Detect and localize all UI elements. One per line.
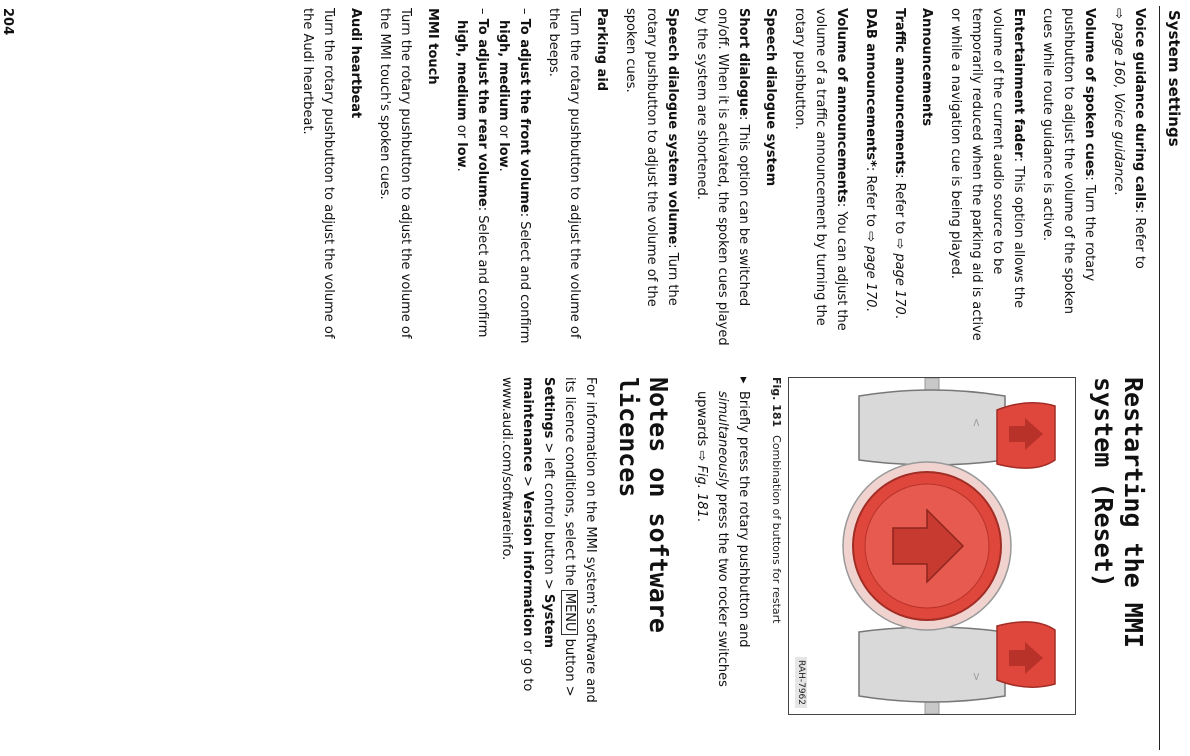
paragraph-spoken-cues-volume: Volume of spoken cues: Turn the rotary pushbutton to adjust the volume of the spoken cues while route guidance is active. — [1040, 8, 1097, 314]
paragraph-dab-announcements: DAB announcements*: Refer to ⇨ page 170. — [863, 8, 878, 312]
cross-reference[interactable]: ⇨ page 160, Voice guidance — [1111, 8, 1126, 192]
paragraph-voice-guidance-calls: Voice guidance during calls: Refer to ⇨ page 160, Voice guidance. — [1111, 8, 1147, 269]
figure-caption: Fig. 181Combination of buttons for restart — [770, 377, 783, 624]
cross-reference[interactable]: ⇨ page 170 — [863, 231, 878, 308]
cross-reference[interactable]: ⇨ page 170 — [892, 238, 907, 315]
right-column — [488, 377, 1154, 722]
right-rocker-housing — [859, 627, 1005, 702]
heading-mmi-touch: MMI touch — [425, 8, 440, 85]
svg-text:>: > — [970, 672, 983, 682]
left-column — [289, 8, 1150, 346]
heading-announcements: Announcements — [919, 8, 934, 127]
figure-restart-buttons — [788, 377, 1076, 715]
heading-audi-heartbeat: Audi heartbeat — [348, 8, 363, 119]
heading-parking-aid: Parking aid — [594, 8, 609, 92]
svg-text:<: < — [970, 418, 983, 428]
cross-reference[interactable]: ⇨ Fig. 181 — [694, 450, 709, 518]
paragraph-audi-heartbeat: Turn the rotary pushbutton to adjust the volume of the Audi heartbeat. — [300, 8, 336, 339]
paragraph-parking-aid: Turn the rotary pushbutton to adjust the volume of the beeps. — [546, 8, 582, 339]
paragraph-traffic-announcements: Traffic announcements: Refer to ⇨ page 170. — [892, 8, 907, 319]
step-restart: ▸ Briefly press the rotary pushbutton and simultaneously press the two rocker switches upwards ⇨ Fig. 181. — [691, 377, 754, 722]
paragraph-sds-volume: Speech dialogue system volume: Turn the rotary pushbutton to adjust the volume of the spoken cues. — [623, 8, 680, 307]
figure-code: RAH-7962 — [795, 657, 807, 708]
paragraph-entertainment-fader: Entertainment fader: This option allows the volume of the current audio source to be temporarily reduced when the parking aid is active or while a navigation cue is being played. — [948, 8, 1026, 341]
heading-restart-mmi: Restarting the MMI system (Reset) — [1089, 377, 1148, 648]
list-item-front-volume: – To adjust the front volume: Select and confirm high, medium or low. — [496, 8, 532, 344]
page-header — [1159, 6, 1184, 750]
step-marker-icon: ▸ — [736, 377, 751, 384]
paragraph-volume-announcements: Volume of announcements: You can adjust the volume of a traffic announcement by turning the rotary pushbutton. — [792, 8, 849, 331]
button-combination-illustration — [789, 378, 1075, 714]
paragraph-software-licences: For information on the MMI system's software and its licence conditions, select the MENU button > Settings > left control button > System maintenance > Version information or go to www.audi.com/softwareinfo. — [499, 377, 598, 703]
menu-button-label: MENU — [561, 590, 578, 635]
heading-software-licences: Notes on software licences — [614, 377, 673, 633]
paragraph-short-dialogue: Short dialogue: This option can be switched on/off. When it is activated, the spoken cues played by the system are shortened. — [694, 8, 751, 346]
list-item-rear-volume: – To adjust the rear volume: Select and confirm high, medium or low. — [454, 8, 490, 338]
paragraph-mmi-touch: Turn the rotary pushbutton to adjust the volume of the MMI touch's spoken cues. — [377, 8, 413, 339]
page-number: 204 — [0, 8, 15, 36]
section-title: System settings — [1165, 10, 1183, 147]
left-rocker-housing — [859, 390, 1005, 465]
heading-speech-dialogue: Speech dialogue system — [763, 8, 778, 187]
